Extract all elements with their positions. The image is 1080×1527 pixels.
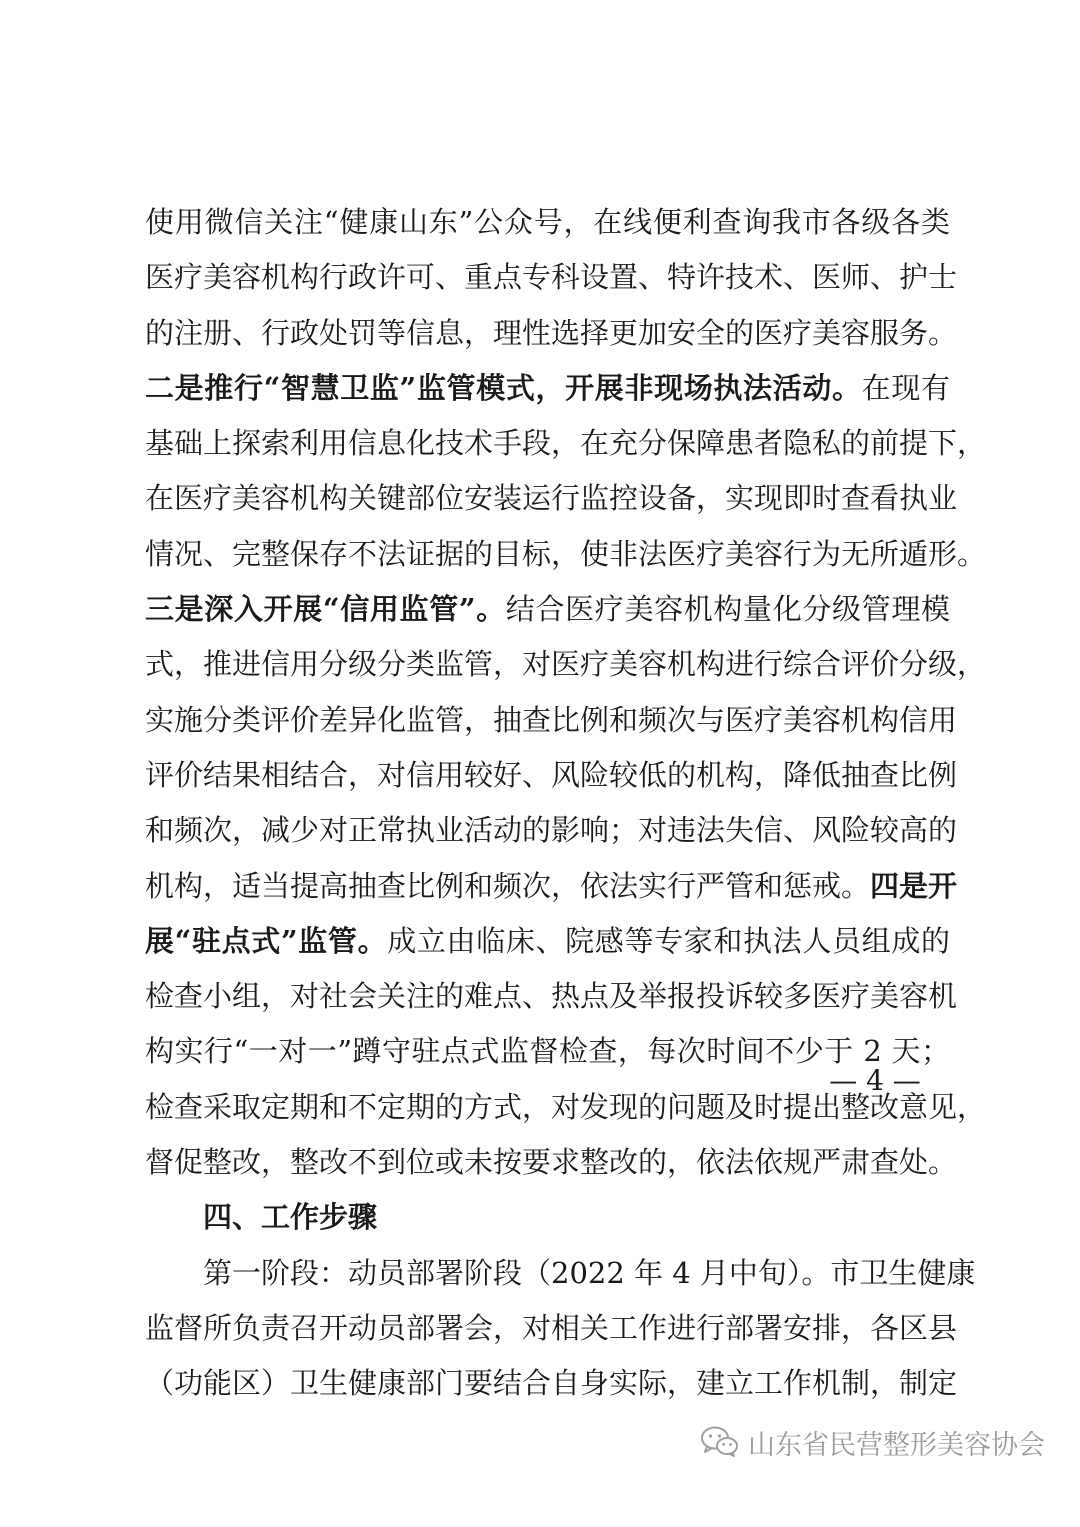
bold-text-segment: 二是推行“智慧卫监”监管模式，开展非现场执法活动。	[145, 370, 862, 405]
text-line	[145, 1356, 958, 1411]
text-line	[145, 637, 987, 692]
text-segment: 在医疗美容机构关键部位安装运行监控设备，实现即时查看执业	[145, 481, 958, 516]
text-line	[145, 416, 987, 471]
text-line	[145, 803, 958, 858]
text-line	[145, 969, 958, 1024]
text-line	[145, 471, 958, 526]
text-segment: 机构，适当提高抽查比例和频次，依法实行严管和惩戒。	[145, 868, 871, 903]
text-line	[145, 914, 950, 969]
text-line	[145, 527, 987, 582]
text-line	[145, 1246, 976, 1301]
text-segment: 医疗美容机构行政许可、重点专科设置、特许技术、医师、护士	[145, 260, 958, 295]
text-segment: 基础上探索利用信息化技术手段，在充分保障患者隐私的前提下，	[145, 426, 987, 461]
text-segment: 督促整改，整改不到位或未按要求整改的，依法依规严肃查处。	[145, 1145, 958, 1180]
text-segment: 检查小组，对社会关注的难点、热点及举报投诉较多医疗美容机	[145, 979, 958, 1014]
text-segment: 评价结果相结合，对信用较好、风险较低的机构，降低抽查比例	[145, 757, 958, 792]
bold-text-segment: 展“驻点式”监管。	[145, 923, 388, 958]
document-body	[145, 195, 987, 1412]
bold-text-segment: 四是开	[870, 868, 958, 903]
text-line	[145, 693, 958, 748]
text-segment: 的注册、行政处罚等信息，理性选择更加安全的医疗美容服务。	[145, 315, 958, 350]
text-segment: 在现有	[861, 370, 950, 405]
text-line	[145, 306, 958, 361]
text-segment: （功能区）卫生健康部门要结合自身实际，建立工作机制，制定	[145, 1366, 958, 1401]
text-segment: 第一阶段：动员部署阶段（2022 年 4 月中旬）。市卫生健康	[203, 1255, 976, 1290]
text-segment: 情况、完整保存不法证据的目标，使非法医疗美容行为无所遁形。	[145, 536, 987, 571]
text-line	[145, 1301, 958, 1356]
watermark-account-name: 山东省民营整形美容协会	[748, 1429, 1045, 1461]
text-line	[145, 250, 958, 305]
text-segment: 检查采取定期和不定期的方式，对发现的问题及时提出整改意见，	[145, 1089, 987, 1124]
bold-text-segment: 四、工作步骤	[203, 1200, 378, 1235]
page-number: — 4 —	[829, 1064, 921, 1097]
wechat-icon	[700, 1425, 740, 1459]
text-segment: 成立由临床、院感等专家和执法人员组成的	[387, 923, 950, 958]
text-line	[145, 748, 958, 803]
wechat-account-watermark	[700, 1420, 1045, 1464]
text-segment: 实施分类评价差异化监管，抽查比例和频次与医疗美容机构信用	[145, 702, 958, 737]
text-line	[145, 1190, 950, 1245]
bold-text-segment: 三是深入开展“信用监管”。	[145, 592, 506, 627]
text-segment: 结合医疗美容机构量化分级管理模	[505, 592, 950, 627]
text-line	[145, 195, 950, 250]
text-line	[145, 582, 950, 637]
text-segment: 式，推进信用分级分类监管，对医疗美容机构进行综合评价分级，	[145, 647, 987, 682]
text-segment: 使用微信关注“健康山东”公众号，在线便利查询我市各级各类	[145, 205, 950, 239]
text-segment: 构实行“一对一”蹲守驻点式监督检查，每次时间不少于 2 天；	[145, 1034, 950, 1069]
text-line	[145, 1135, 958, 1190]
text-segment: 和频次，减少对正常执业活动的影响；对违法失信、风险较高的	[145, 813, 958, 848]
text-line	[145, 859, 958, 914]
text-line	[145, 361, 950, 416]
text-segment: 监督所负责召开动员部署会，对相关工作进行部署安排，各区县	[145, 1310, 958, 1345]
